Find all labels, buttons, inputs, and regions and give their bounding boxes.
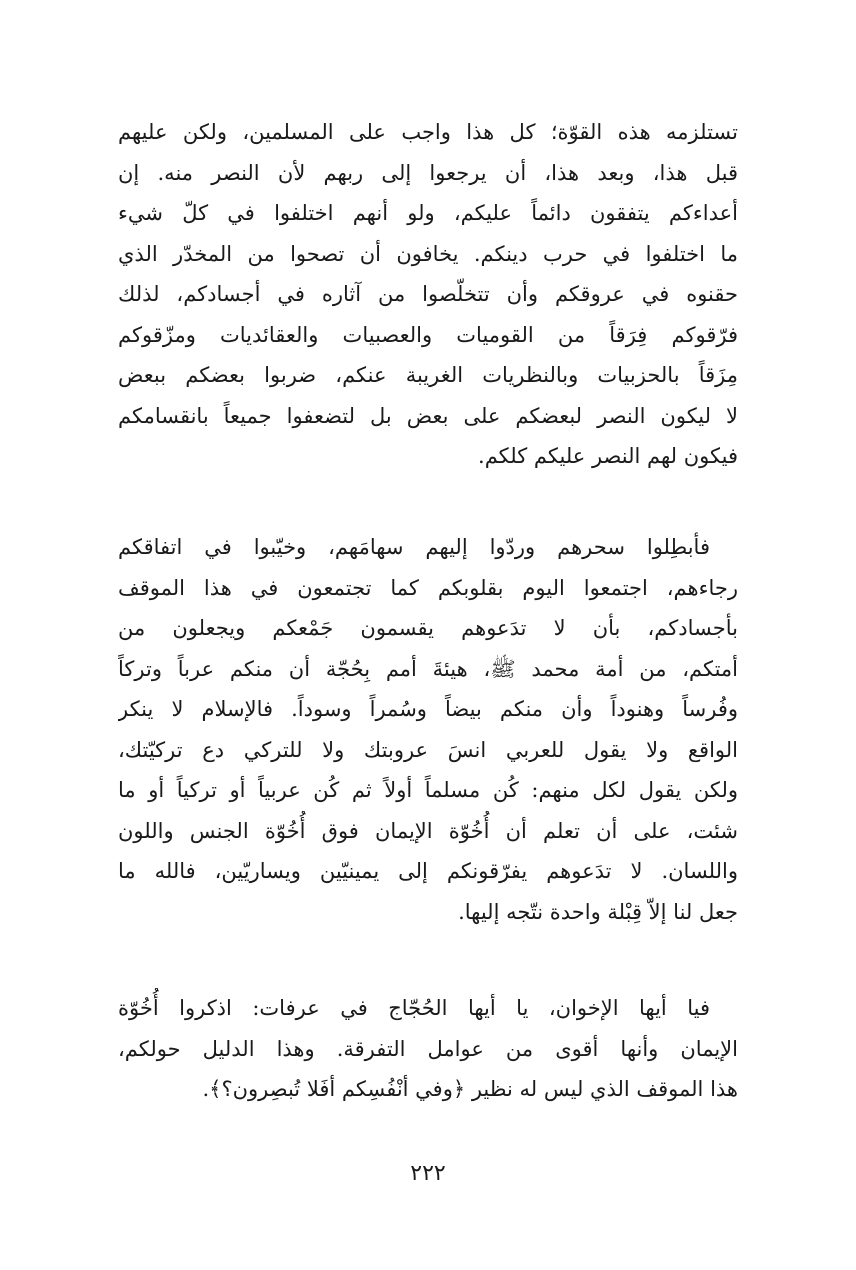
paragraph-line: شئت، على أن تعلم أن أُخُوّة الإيمان فوق أُخُوّة الجنس واللون	[118, 818, 738, 843]
paragraph-1	[118, 112, 738, 477]
page-number: ٢٢٢	[410, 1161, 446, 1186]
paragraph-line: مِزَقاً بالحزبيات وبالنظريات الغريبة عنكم، ضربوا بعضكم ببعض	[118, 363, 738, 387]
paragraph-line: واللسان. لا تدَعوهم يفرّقونكم إلى يمينيّين ويساريّين، فالله ما	[118, 859, 738, 883]
paragraph-line: فرّقوكم فِرَقاً من القوميات والعصبيات والعقائديات ومزّقوكم	[118, 322, 738, 347]
paragraph-line: ما اختلفوا في حرب دينكم. يخافون أن تصحوا من المخدّر الذي	[118, 241, 738, 266]
paragraph-line: أعداءكم يتفقون دائماً عليكم، ولو أنهم اختلفوا في كلّ شيء	[118, 201, 738, 225]
paragraph-line: فأبطِلوا سحرهم وردّوا إليهم سهامَهم، وخيّبوا في اتفاقكم	[118, 535, 710, 559]
paragraph-line: فيكون لهم النصر عليكم كلكم.	[478, 444, 738, 468]
paragraph-line: ولكن يقول لكل منهم: كُن مسلماً أولاً ثم كُن عربياً أو تركياً أو ما	[118, 778, 738, 802]
paragraph-line: وفُرساً وهنوداً وأن منكم بيضاً وسُمراً وسوداً. فالإسلام لا ينكر	[118, 697, 738, 721]
paragraph-line: رجاءهم، اجتمعوا اليوم بقلوبكم كما تجتمعون في هذا الموقف	[118, 575, 738, 600]
paragraph-line: جعل لنا إلاّ قِبْلة واحدة نتّجه إليها.	[458, 899, 738, 924]
paragraph-2	[118, 527, 738, 932]
paragraph-line: تستلزمه هذه القوّة؛ كل هذا واجب على المسلمين، ولكن عليهم	[118, 120, 738, 144]
paragraph-3	[118, 988, 738, 1110]
paragraph-line: حقنوه في عروقكم وأن تتخلّصوا من آثاره في أجسادكم، لذلك	[118, 282, 738, 306]
paragraph-line: قبل هذا، وبعد هذا، أن يرجعوا إلى ربهم لأن النصر منه. إن	[118, 160, 738, 185]
paragraph-line: أمتكم، من أمة محمد ﷺ، هيئةَ أمم بِحُجّة أن منكم عرباً وتركاً	[118, 656, 738, 681]
paragraph-line: الإيمان وأنها أقوى من عوامل التفرقة. وهذا الدليل حولكم،	[118, 1036, 738, 1061]
paragraph-line: لا ليكون النصر لبعضكم على بعض بل لتضعفوا جميعاً بانقسامكم	[118, 403, 738, 428]
paragraph-line: الواقع ولا يقول للعربي انسَ عروبتك ولا للتركي دع تركيّتك،	[118, 737, 738, 762]
paragraph-line: بأجسادكم، بأن لا تدَعوهم يقسمون جَمْعكم ويجعلون من	[118, 616, 738, 640]
paragraph-line: هذا الموقف الذي ليس له نظير ﴿وفي أنْفُسِكم أفَلا تُبصِرون؟﴾.	[202, 1077, 738, 1101]
paragraph-line: فيا أيها الإخوان، يا أيها الحُجّاج في عرفات: اذكروا أُخُوّة	[118, 996, 710, 1020]
